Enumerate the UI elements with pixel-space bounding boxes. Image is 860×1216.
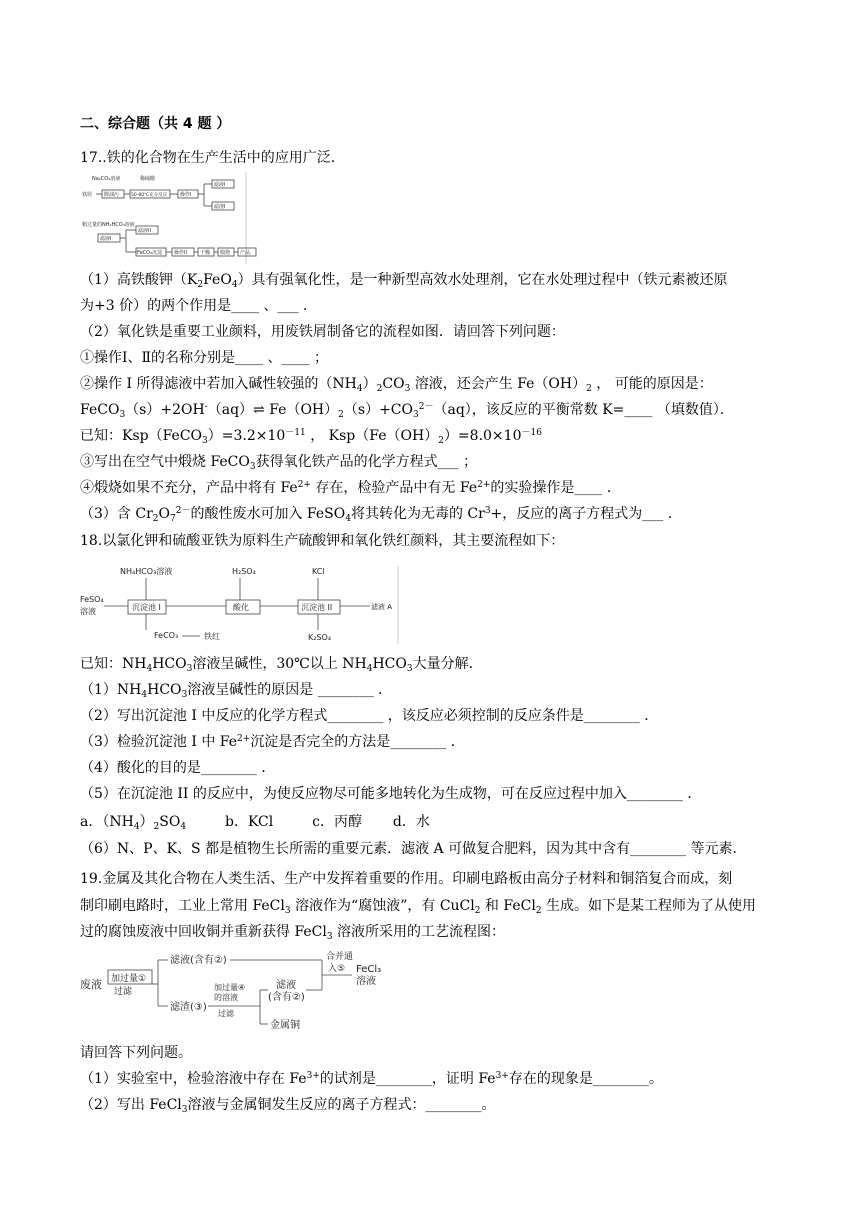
q19-fig-text: 滤液(含有②): [170, 955, 227, 966]
q19-fig-text: 过滤: [218, 1009, 234, 1018]
q19-line3: 过的腐蚀废液中回收铜并重新获得 FeCl$_3$ 溶液所采用的工艺流程图：: [80, 924, 506, 942]
q19-fig-text: 溶液: [356, 976, 376, 987]
q17-part2-2c: 已知：$Ksp(FeCO_3)=3.2\times 10^{-11}$ ， $Ksp(Fe(OH)_2)=8.0\times 10^{-16}$: [80, 428, 542, 446]
q18-part5: （5）在沉淀池 II 的反应中，为使反应物尽可能多地转化为生成物，可在反应过程中加入________ ．: [80, 786, 702, 802]
q18-part3: （3）检验沉淀池 I 中 $Fe^{2+}$沉淀是否完全的方法是________ ．: [80, 734, 465, 750]
q19-fig-text: 入⑤: [328, 964, 346, 974]
q19-part2: （2）写出 FeCl$_3$溶液与金属铜发生反应的离子方程式：________。: [80, 1097, 496, 1115]
q17-stem: 17..铁的化合物在生产生活中的应用广泛．: [80, 150, 345, 166]
q17-part1-line2: 为+3 价）的两个作用是____ 、___ ．: [80, 298, 317, 314]
q17-fig-box: 50-80℃充分反应: [131, 193, 168, 198]
q19-fig-text: 滤液: [276, 980, 296, 991]
q18-fig-output: 滤液 A: [371, 603, 393, 611]
q18-fig-product: FeCO₃: [154, 631, 179, 640]
q18-option-b: b．KCl: [225, 814, 274, 830]
q18-fig-box: 酸化: [233, 603, 249, 612]
q17-fig-box: FeCO₃沉淀: [137, 250, 163, 256]
q17-fig-box: 滤液I: [214, 182, 226, 188]
q17-part2-2a: ②操作 I 所得滤液中若加入碱性较强的$(NH_4)_2CO_3$ 溶液，还会产生 $Fe(OH)_2$ ， 可能的原因是：: [80, 376, 713, 394]
q18-option-d: d．水: [392, 814, 430, 830]
q19-fig-text: (含有②): [268, 992, 305, 1003]
q18-stem: 18.以氯化钾和硫酸亚铁为原料生产硫酸钾和氧化铁红颜料，其主要流程如下：: [80, 533, 565, 549]
q17-fig-box: 操作II: [174, 250, 187, 256]
q17-fig-label: 稍过量的NH₄HCO₃溶液: [82, 222, 135, 228]
q17-part2-1: ①操作Ⅰ、Ⅱ的名称分别是____ 、____ ；: [80, 350, 328, 366]
q19-fig-text: 合并通: [326, 952, 354, 962]
q19-fig-text: 金属铜: [270, 1020, 300, 1031]
q18-flow-diagram: [80, 562, 400, 646]
section-title: 二、综合题（共 4 题 ）: [80, 116, 231, 132]
q17-fig-box: 煅烧: [220, 250, 231, 256]
q18-options: [80, 812, 430, 832]
q18-fig-input: KCl: [312, 567, 325, 576]
q19-part1: （1）实验室中，检验溶液中存在 $Fe^{3+}$的试剂是________，证明 $Fe^{3+}$存在的现象是________。: [80, 1071, 663, 1087]
q18-part6: （6）N、P、K、S 都是植物生长所需的重要元素．滤液 A 可做复合肥料，因为其中含有________ 等元素．: [80, 841, 747, 857]
q17-fig-box: 干燥: [200, 250, 211, 256]
q18-part1: $(1)NH_4HCO_3$溶液呈碱性的原因是 ________ ．: [80, 682, 393, 700]
q17-flow-diagram: [80, 172, 270, 264]
q19-fig-box: 加过量①: [111, 974, 147, 984]
q18-fig-input: H₂SO₄: [232, 567, 256, 576]
q17-fig-box: 操作I: [180, 192, 192, 198]
q17-fig-box: 除油污: [104, 192, 120, 198]
q17-fig-text: 铁屑: [82, 192, 93, 198]
q17-part2: （2）氧化铁是重要工业颜料，用废铁屑制备它的流程如图．请回答下列问题：: [80, 324, 565, 340]
q17-part2-2b: FeCO$_3$（s）+2OH-（aq）⇌ $Fe(OH)_2(s)+CO_3^{2-}(aq)$，该反应的平衡常数 K=____ （填数值）．: [80, 402, 734, 420]
q18-part4: （4）酸化的目的是________ ．: [80, 760, 276, 776]
q17-part2-4: ④煅烧如果不充分，产品中将有 $Fe^{2+}$ 存在，检验产品中有无 $Fe^{2+}$的实验操作是____ ．: [80, 480, 621, 496]
q18-part2: （2）写出沉淀池 I 中反应的化学方程式________ ，该反应必须控制的反应条件是________ ．: [80, 708, 659, 724]
q17-fig-box: 产品: [240, 250, 251, 256]
q17-fig-box: 滤液I: [100, 236, 112, 242]
q19-flow-diagram: [80, 950, 400, 1034]
q19-line1: 19.金属及其化合物在人类生活、生产中发挥着重要的作用。印刷电路板由高分子材料和铜箔复合而成，刻: [80, 871, 733, 887]
q19-fig-text: 过滤: [114, 987, 133, 997]
q18-fig-box: 沉淀池 I: [132, 603, 161, 612]
q18-fig-feed: FeSO₄: [80, 595, 104, 604]
q18-known: 已知：$NH_4HCO_3$溶液呈碱性，30℃以上 $NH_4HCO_3$大量分解．: [80, 656, 483, 674]
q18-fig-feed: 溶液: [80, 607, 96, 616]
q19-line2: 制印刷电路时，工业上常用 FeCl$_3$ 溶液作为“腐蚀液”，有 CuCl$_2$ 和 FeCl$_2$ 生成。如下是某工程师为了从使用: [80, 898, 756, 916]
q19-ask: 请回答下列问题。: [80, 1045, 192, 1061]
q17-part2-3: ③写出在空气中煅烧 FeCO$_3$获得氧化铁产品的化学方程式___ ；: [80, 454, 478, 472]
q18-fig-box: 沉淀池 II: [301, 603, 333, 612]
q19-fig-text: 加过量④: [214, 983, 246, 992]
q18-fig-product: K₂SO₄: [308, 633, 332, 642]
q18-fig-product: 铁红: [204, 632, 220, 641]
q17-fig-box: 滤液II: [138, 228, 151, 234]
q18-option-c: c．丙醇: [312, 814, 362, 830]
q19-fig-text: FeCl₃: [356, 964, 382, 975]
q19-fig-text: 滤渣(③): [170, 1002, 207, 1013]
q18-fig-input: NH₄HCO₃溶液: [120, 567, 173, 576]
q17-fig-label: 稀硫酸: [140, 176, 156, 182]
q18-option-a: a．$(NH_4)_2SO_4$: [80, 814, 187, 832]
q17-fig-label: Na₂CO₃溶液: [92, 176, 121, 182]
q17-part1-line1: （1）高铁酸钾$(K_2FeO_4)$具有强氧化性，是一种新型高效水处理剂，它在水处理过程中（铁元素被还原: [80, 272, 728, 290]
q17-fig-box: 滤渣I: [214, 204, 226, 210]
q19-fig-text: 废液: [80, 978, 102, 991]
q19-fig-text: 的溶液: [214, 993, 238, 1002]
q17-part3: （3）含 $Cr_2O_7^{2-}$的酸性废水可加入 FeSO$_4$将其转化为无毒的 $Cr^3+$，反应的离子方程式为___ ．: [80, 506, 682, 524]
